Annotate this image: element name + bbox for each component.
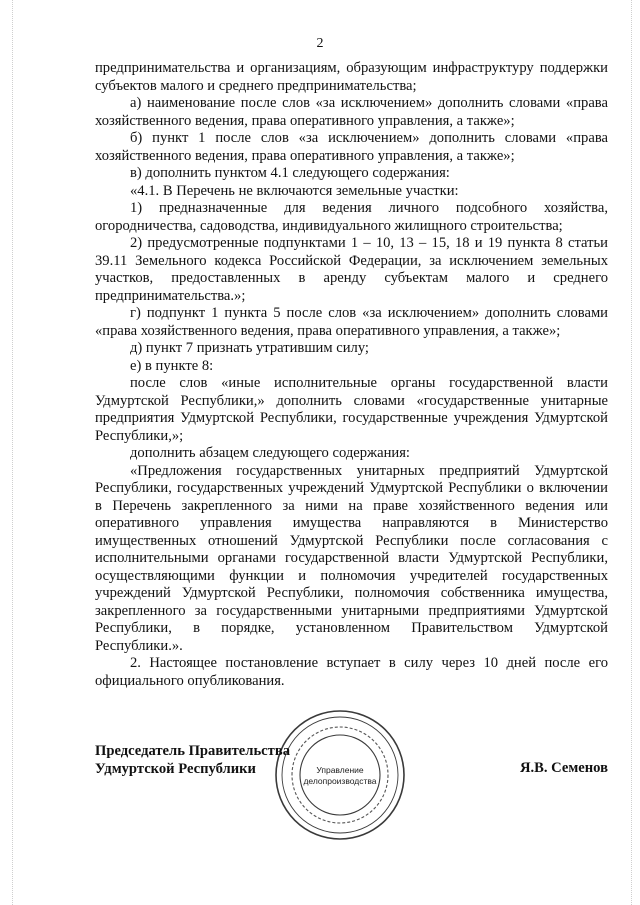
paragraph-e-after-words: после слов «иные исполнительные органы государственной власти Удмуртской Республики,» дополнить словами «государственные унитарные предприятия Удмуртской Республики, государственные учреждения Удмуртской Республики,»; [95,375,608,444]
paragraph-e: е) в пункте 8: [130,357,214,374]
paragraph-v: в) дополнить пунктом 4.1 следующего содержания: [130,165,450,181]
signature-name: Я.В. Семенов [519,760,608,776]
paragraph-d: д) пункт 7 признать утратившим силу; [130,340,369,356]
signature-title-line1: Председатель Правительства [95,743,291,759]
stamp-center-line2: делопроизводства [303,776,377,786]
seal-stamp [272,707,408,843]
scan-edge-right [631,0,632,905]
paragraph-4-1-item-1: 1) предназначенные для ведения личного подсобного хозяйства, огородничества, садоводства, индивидуального жилищного строительства; [95,200,608,234]
stamp-center-line1: Управление [316,765,364,775]
paragraph-a: а) наименование после слов «за исключением» дополнить словами «права хозяйственного ведения, права оперативного управления, а также»; [95,95,608,129]
paragraph-b: б) пункт 1 после слов «за исключением» дополнить словами «права хозяйственного ведения, права оперативного управления, а также»; [95,130,608,164]
page-number: 2 [316,36,324,51]
paragraph-2-effective: 2. Настоящее постановление вступает в силу через 10 дней после его официального опубликования. [95,655,608,689]
paragraph-e-add-abzac: дополнить абзацем следующего содержания: [130,445,410,461]
paragraph-proposals: «Предложения государственных унитарных предприятий Удмуртской Республики, государственных учреждений Удмуртской Республики о включении в Перечень закрепленного за ними на праве хозяйственного ведения или оперативного управления имущества направляются в Министерство имущественных отношений Удмуртской Республики после согласования с исполнительными органами государственной власти Удмуртской Республики, осуществляющими функции и полномочия учредителей государственных учреждений Удмуртской Республики, полномочия собственника имущества, закрепленного за государственными унитарными предприятиями Удмуртской Республики, в порядке, установленном Правительством Удмуртской Республики.». [95,462,608,654]
paragraph-g: г) подпункт 1 пункта 5 после слов «за исключением» дополнить словами «права хозяйственного ведения, права оперативного управления, а также»; [95,305,608,339]
scan-edge-left [12,0,13,905]
document-body [95,60,608,690]
paragraph-4-1: «4.1. В Перечень не включаются земельные участки: [130,182,459,199]
signature-title-line2: Удмуртской Республики [95,760,256,777]
paragraph-4-1-item-2: 2) предусмотренные подпунктами 1 – 10, 13 – 15, 18 и 19 пункта 8 статьи 39.11 Земельного кодекса Российской Федерации, за исключением земельных участков, предоставленных в аренду субъектам малого и среднего предпринимательства.»; [95,235,608,304]
paragraph-continuation: предпринимательства и организациям, образующим инфраструктуру поддержки субъектов малого и среднего предпринимательства; [95,60,608,94]
